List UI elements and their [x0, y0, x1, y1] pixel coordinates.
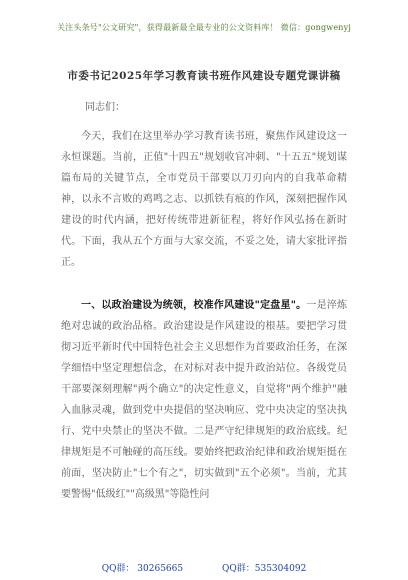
section-one-heading: 一、以政治建设为统领，校准作风建设"定盘星"。	[81, 300, 307, 311]
footer-contacts	[0, 561, 408, 574]
section-one-paragraph	[61, 295, 347, 505]
document-title: 市委书记2025年学习教育读书班作风建设专题党课讲稿	[67, 70, 341, 82]
intro-paragraph: 今天，我们在这里举办学习教育读书班，聚焦作风建设这一永恒课题。当前，正值"十四五"规划收官冲刺、"十五五"规划谋篇布局的关键节点，全市党员干部要以刀刃向内的自我革命精神，以永不言败的鸡鸣之志、以抓铁有痕的作风，深刻把握作风建设的时代内涵，把好传统带进新征程，将好作风弘扬在新时代。下面，我从五个方面与大家交流，不妥之处，请大家批评指正。	[61, 131, 347, 268]
footer-qq-group-1: QQ群： 30265665	[101, 564, 184, 574]
section-one-body: 一是淬炼绝对忠诚的政治品格。政治建设是作风建设的根基。要把学习贯彻习近平新时代中国特色社会主义思想作为首要政治任务，在深学细悟中坚定理想信念，在对标对表中提升政治站位。各级党员干部要深刻理解"两个确立"的决定性意义，自觉将"两个维护"融入血脉灵魂，做到党中央提倡的坚决响应、党中央决定的坚决执行、党中央禁止的坚决不做。二是严守纪律规矩的政治底线。纪律规矩是不可触碰的高压线。要始终把政治纪律和政治规矩挺在前面，坚决防止"七个有之"，切实做到"五个必须"。当前，尤其要警惕"低级红""高级黑"等隐性问	[61, 300, 348, 500]
header-banner: 关注头条号"公文研究"，获得最新最全最专业的公文资料库！ 微信：gongwenyj	[56, 23, 352, 32]
salutation: 同志们：	[85, 102, 125, 113]
footer-qq-group-2: QQ群：535304092	[222, 564, 307, 574]
